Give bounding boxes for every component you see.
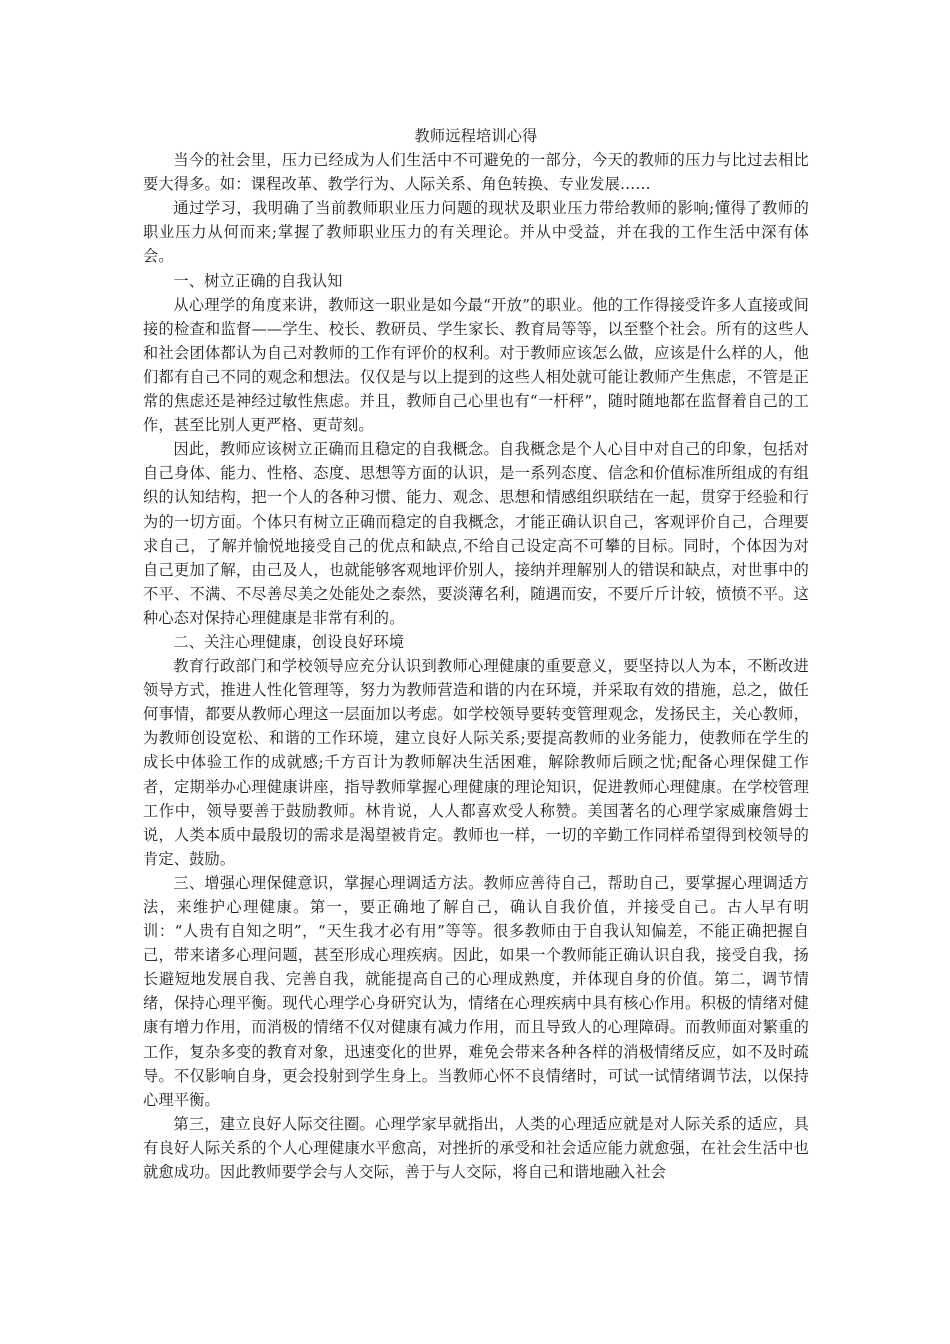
paragraph-section2: 教育行政部门和学校领导应充分认识到教师心理健康的重要意义，要坚持以人为本，不断改进领导方式，推进人性化管理等，努力为教师营造和谐的内在环境，并采取有效的措施，总之，做任何事情，都要从教师心理这一层面加以考虑。如学校领导要转变管理观念，发扬民主，关心教师，为教师创设宽松、和谐的工作环境，建立良好人际关系;要提高教师的业务能力，使教师在学生的成长中体验工作的成就感;千方百计为教师解决生活困难，解除教师后顾之忧;配备心理保健工作者，定期举办心理健康讲座，指导教师掌握心理健康的理论知识，促进教师心理健康。在学校管理工作中，领导要善于鼓励教师。林肯说，人人都喜欢受人称赞。美国著名的心理学家威廉詹姆士说，人类本质中最殷切的需求是渴望被肯定。教师也一样，一切的辛勤工作同样希望得到校领导的肯定、鼓励。 bbox=[143, 657, 809, 868]
paragraph-section3: 三、增强心理保健意识，掌握心理调适方法。教师应善待自己，帮助自己，要掌握心理调适方法，来维护心理健康。第一，要正确地了解自己，确认自我价值，并接受自己。古人早有明训：“人贵有自知之明”，“天生我才必有用”等等。很多教师由于自我认知偏差，不能正确把握自己，带来诸多心理问题，甚至形成心理疾病。因此，如果一个教师能正确认识自我，接受自我，扬长避短地发展自我、完善自我，就能提高自己的心理成熟度，并体现自身的价值。第二，调节情绪，保持心理平衡。现代心理学心身研究认为，情绪在心理疾病中具有核心作用。积极的情绪对健康有增力作用，而消极的情绪不仅对健康有减力作用，而且导致人的心理障碍。而教师面对繁重的工作，复杂多变的教育对象，迅速变化的世界，难免会带来各种各样的消极情绪反应，如不及时疏导。不仅影响自身，更会投射到学生身上。当教师心怀不良情绪时，可试一试情绪调节法，以保持心理平衡。 bbox=[143, 873, 809, 1109]
paragraph-section1-b: 因此，教师应该树立正确而且稳定的自我概念。自我概念是个人心目中对自己的印象，包括对自己身体、能力、性格、态度、思想等方面的认识，是一系列态度、信念和价值标准所组成的有组织的认知结构，把一个人的各种习惯、能力、观念、思想和情感组织联结在一起，贯穿于经验和行为的一切方面。个体只有树立正确而稳定的自我概念，才能正确认识自己，客观评价自己，合理要求自己，了解并愉悦地接受自己的优点和缺点,不给自己设定高不可攀的目标。同时，个体因为对自己更加了解，由己及人，也就能够客观地评价别人，接纳并理解别人的错误和缺点，对世事中的不平、不满、不尽善尽美之处能处之泰然，要淡薄名利，随遇而安，不要斤斤计较，愤愤不平。这种心态对保持心理健康是非常有利的。 bbox=[143, 440, 809, 627]
section-heading-2: 二、关注心理健康，创设良好环境 bbox=[173, 632, 405, 651]
document-page bbox=[143, 124, 809, 1184]
paragraph-intro: 当今的社会里，压力已经成为人们生活中不可避免的一部分，今天的教师的压力与比过去相比要大得多。如：课程改革、教学行为、人际关系、角色转换、专业发展…… bbox=[143, 151, 809, 194]
paragraph-study: 通过学习，我明确了当前教师职业压力问题的现状及职业压力带给教师的影响;懂得了教师的职业压力从何而来;掌握了教师职业压力的有关理论。并从中受益，并在我的工作生活中深有体会。 bbox=[143, 199, 809, 266]
document-title: 教师远程培训心得 bbox=[414, 127, 538, 145]
paragraph-section3-third: 第三，建立良好人际交往圈。心理学家早就指出，人类的心理适应就是对人际关系的适应，具有良好人际关系的个人心理健康水平愈高，对挫折的承受和社会适应能力就愈强，在社会生活中也就愈成功。因此教师要学会与人交际，善于与人交际，将自己和谐地融入社会 bbox=[143, 1114, 809, 1182]
paragraph-section1-a: 从心理学的角度来讲，教师这一职业是如今最“开放”的职业。他的工作得接受许多人直接或间接的检查和监督——学生、校长、教研员、学生家长、教育局等等，以至整个社会。所有的这些人和社会团体都认为自己对教师的工作有评价的权利。对于教师应该怎么做，应该是什么样的人，他们都有自己不同的观念和想法。仅仅是与以上提到的这些人相处就可能让教师产生焦虑，不管是正常的焦虑还是神经过敏性焦虑。并且，教师自己心里也有“一杆秤”，随时随地都在监督着自己的工作，甚至比别人更严格、更苛刻。 bbox=[143, 295, 809, 435]
section-heading-1: 一、树立正确的自我认知 bbox=[173, 271, 343, 290]
